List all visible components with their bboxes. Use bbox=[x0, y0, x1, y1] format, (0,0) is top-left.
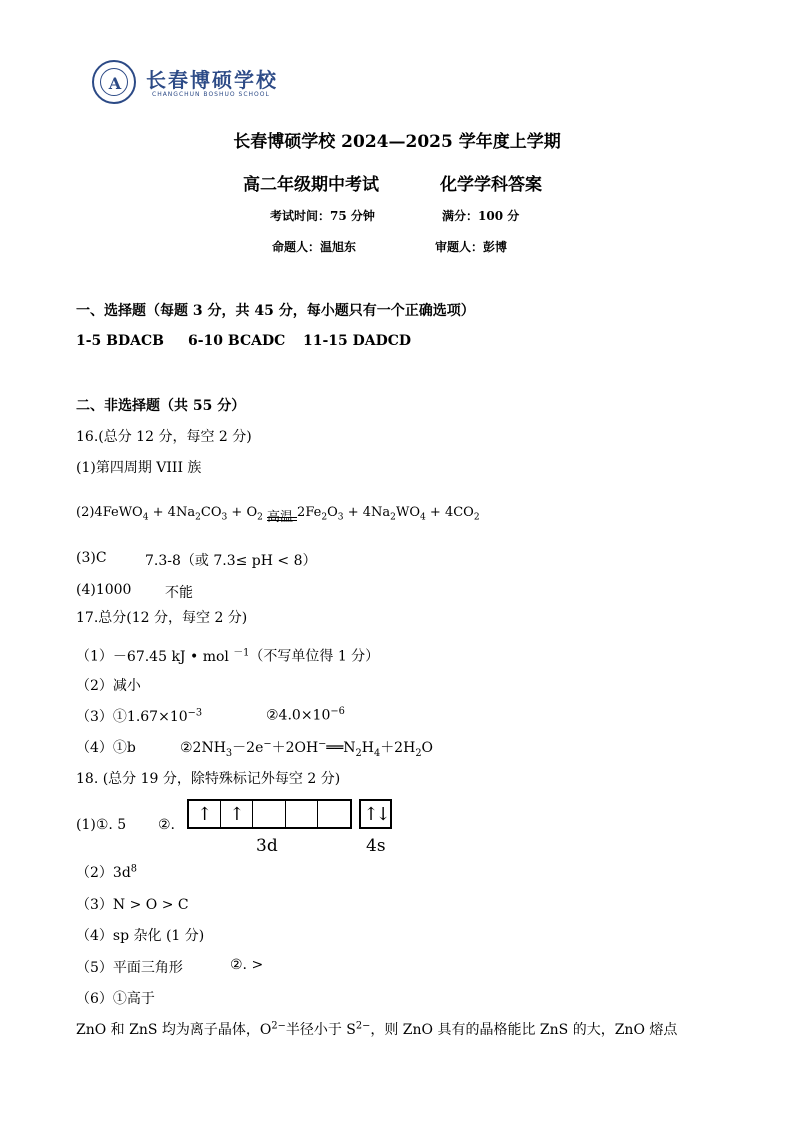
q16-header: 16.(总分 12 分，每空 2 分) bbox=[76, 429, 252, 445]
subject-name: 化学学科答案 bbox=[440, 175, 542, 195]
q16-part2-equation bbox=[76, 505, 480, 523]
explanation-part3: ，则 ZnO 具有的晶格能比 ZnS 的大，ZnO 熔点 bbox=[370, 1022, 678, 1038]
orbital-3d-label: 3d bbox=[256, 836, 278, 856]
section1-heading: 一、选择题（每题 3 分，共 45 分，每小题只有一个正确选项） bbox=[76, 303, 475, 319]
orbital-4s-cell: ↑↓ bbox=[363, 803, 388, 825]
orbital-3d-cell: ↑ bbox=[189, 801, 221, 827]
q17-part4-answer-a: ①b bbox=[112, 740, 136, 756]
school-name-en: CHANGCHUN BOSHUO SCHOOL bbox=[152, 91, 270, 98]
q18-part2-label: （2） bbox=[76, 865, 113, 881]
question-setter: 命题人：温旭东 bbox=[272, 240, 357, 254]
orbital-4s-label: 4s bbox=[366, 836, 386, 856]
q16-part3-answer: 7.3-8（或 7.3≤ pH < 8） bbox=[145, 553, 317, 569]
q17-part1 bbox=[76, 644, 379, 666]
q16-part4-label: (4)1000 bbox=[76, 582, 132, 598]
q17-part4 bbox=[76, 737, 136, 757]
q18-part2-answer: $3d^8$ bbox=[112, 863, 138, 881]
orbital-3d-cell bbox=[318, 801, 350, 827]
q16-part4-answer: 不能 bbox=[165, 585, 193, 601]
orbital-3d-cell bbox=[286, 801, 318, 827]
equation-reactants: 4FeWO$_4$ + $4Na_2CO_3 + O_2$ bbox=[94, 505, 263, 523]
q17-part1-answer: －67.45 kJ • mol $^{-1}$ bbox=[112, 647, 250, 665]
q18-explanation bbox=[76, 1019, 677, 1039]
orbital-3d-cell: ↑ bbox=[221, 801, 253, 827]
sulfide-charge: 2− bbox=[355, 1020, 371, 1032]
q17-part2: （2）减小 bbox=[76, 678, 141, 694]
full-score: 满分：100 分 bbox=[442, 209, 520, 223]
q17-part3-answer-b: $②4.0\times 10^{-6}$ bbox=[266, 706, 345, 724]
answers-11-15: 11-15 DADCD bbox=[303, 333, 412, 349]
equation-products: $2Fe_2O_3 + 4Na_2WO_4 + 4CO_2$ bbox=[297, 505, 480, 523]
q18-part5-a: （5）平面三角形 bbox=[76, 960, 183, 976]
section2-heading: 二、非选择题（共 55 分） bbox=[76, 398, 246, 414]
q16-part3-label: (3)C bbox=[76, 550, 107, 566]
answers-1-5: 1-5 BDACB bbox=[76, 333, 164, 349]
page-title: 长春博硕学校 2024—2025 学年度上学期 bbox=[233, 132, 561, 152]
reaction-condition: 高温 bbox=[267, 509, 294, 525]
q18-part1-a: (1)①. 5 bbox=[76, 817, 127, 833]
q16-part2-label: (2) bbox=[76, 505, 95, 520]
orbital-3d-cell bbox=[253, 801, 285, 827]
q18-part4: （4）sp 杂化 (1 分) bbox=[76, 928, 205, 944]
explanation-part1: ZnO 和 ZnS 均为离子晶体，O bbox=[76, 1022, 272, 1038]
q18-part1-b: ②. bbox=[158, 817, 176, 833]
q17-part4-equation: $②2NH_3-2e^-+2OH^-══N_2H_4+2H_2O$ bbox=[180, 738, 434, 759]
q17-part1-note: （不写单位得 1 分） bbox=[249, 648, 380, 665]
q18-part2 bbox=[76, 862, 137, 882]
q17-part3 bbox=[76, 706, 202, 726]
q18-header: 18. (总分 19 分，除特殊标记外每空 2 分) bbox=[76, 771, 341, 787]
q17-part3-label: （3） bbox=[76, 709, 113, 725]
q18-part6: （6）①高于 bbox=[76, 991, 155, 1007]
q17-part3-answer-a: $①1.67\times 10^{-3}$ bbox=[112, 707, 203, 725]
q18-part3: （3）N > O > C bbox=[76, 897, 189, 913]
orbital-4s-box bbox=[359, 799, 392, 829]
q18-part5-b: ②. > bbox=[230, 957, 264, 973]
oxide-charge: 2− bbox=[271, 1020, 286, 1032]
school-seal-logo: A bbox=[92, 60, 136, 104]
q16-part1: (1)第四周期 VIII 族 bbox=[76, 460, 202, 476]
school-name-cn: 长春博硕学校 bbox=[146, 68, 278, 92]
q17-part1-label: （1） bbox=[76, 648, 113, 665]
explanation-part2: 半径小于 S bbox=[285, 1022, 356, 1038]
q17-header: 17.总分(12 分，每空 2 分) bbox=[76, 610, 248, 626]
answers-6-10: 6-10 BCADC bbox=[188, 333, 286, 349]
q17-part4-label: （4） bbox=[76, 740, 113, 756]
exam-time: 考试时间：75 分钟 bbox=[270, 209, 375, 223]
exam-name: 高二年级期中考试 bbox=[243, 175, 379, 195]
orbital-3d-box bbox=[187, 799, 352, 829]
question-reviewer: 审题人：彭博 bbox=[435, 240, 508, 254]
